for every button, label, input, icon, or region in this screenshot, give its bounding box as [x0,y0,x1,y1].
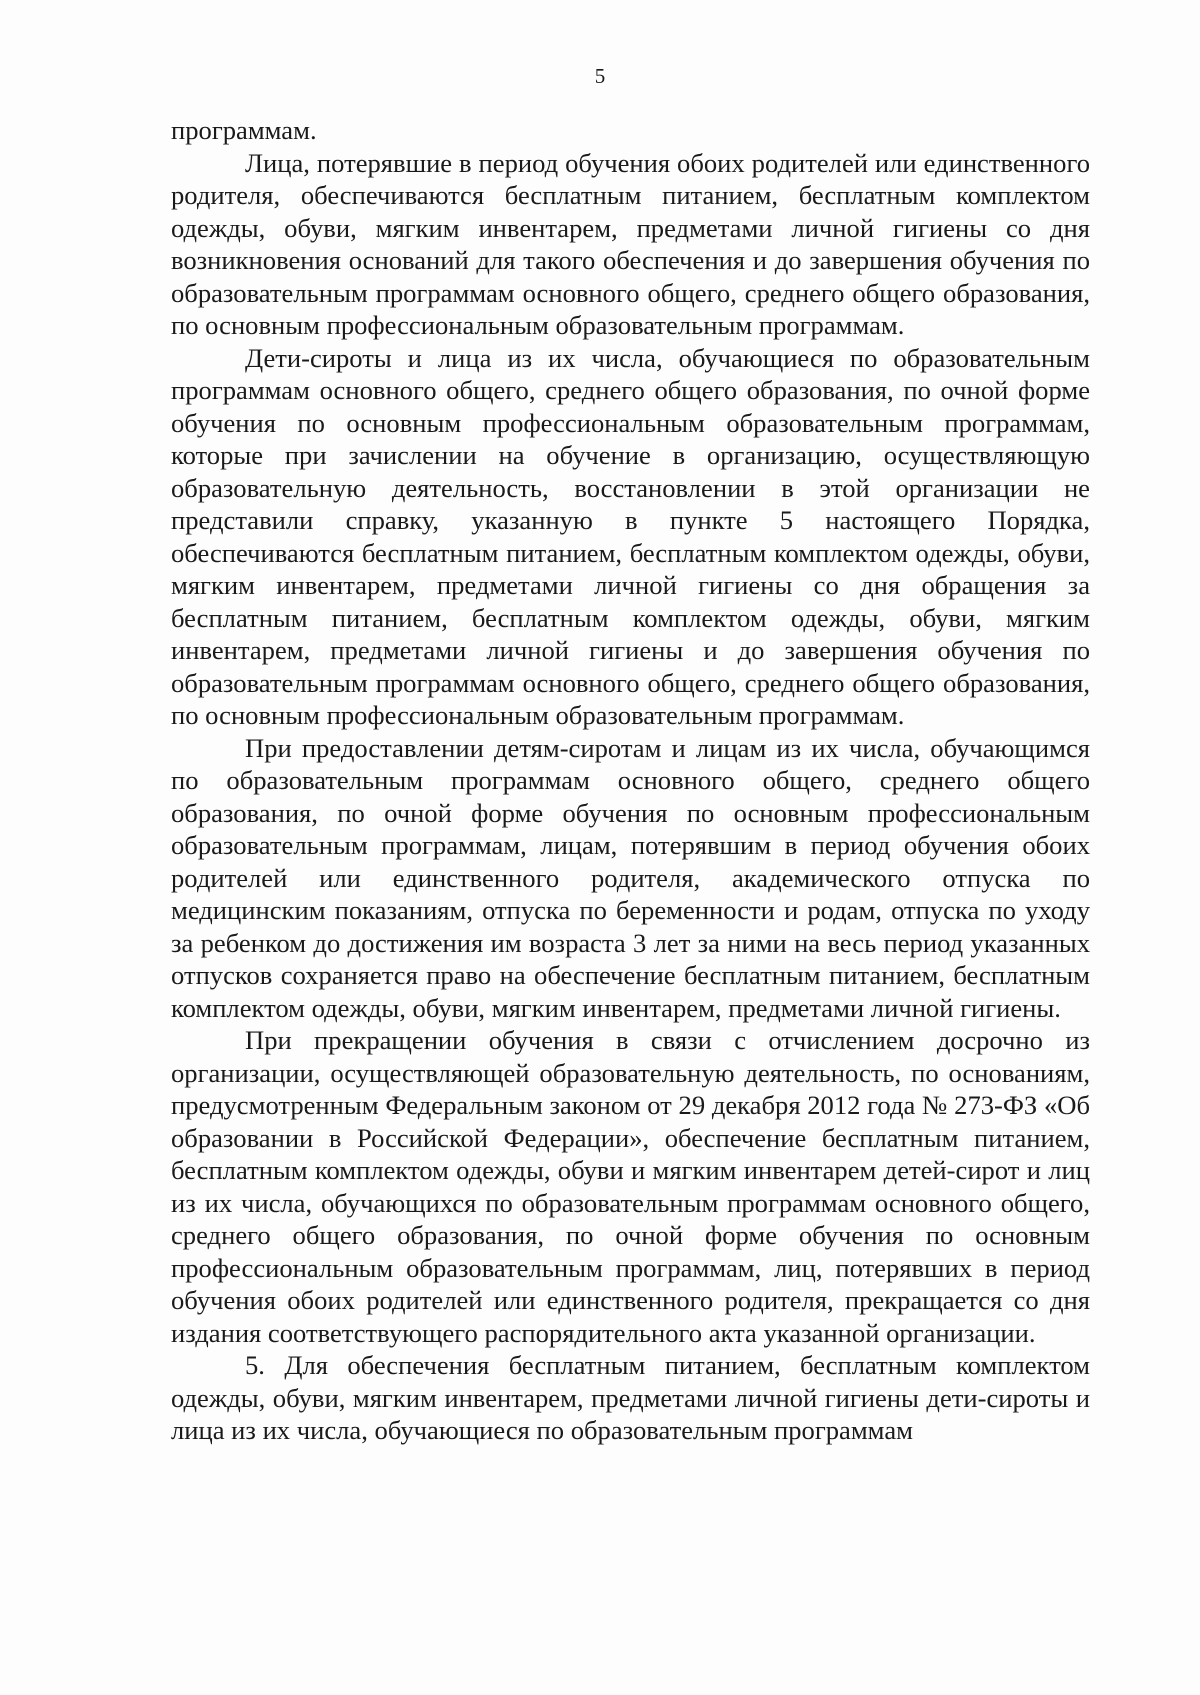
paragraph-academic-leave: При предоставлении детям-сиротам и лицам из их числа, обучающимся по образовательным программам основного общего, среднего общего образования, по очной форме обучения по основным профессиональным образовательным программам, лицам, потерявшим в период обучения обоих родителей или единственного родителя, академического отпуска по медицинским показаниям, отпуска по беременности и родам, отпуска по уходу за ребенком до достижения им возраста 3 лет за ними на весь период указанных отпусков сохраняется право на обеспечение бесплатным питанием, бесплатным комплектом одежды, обуви, мягким инвентарем, предметами личной гигиены. [171,732,1090,1023]
paragraph-orphans-without-certificate: Дети-сироты и лица из их числа, обучающиеся по образовательным программам основного общего, среднего общего образования, по очной форме обучения по основным профессиональным образовательным программам, которые при зачислении на обучение в организацию, осуществляющую образовательную деятельность, восстановлении в этой организации не представили справку, указанную в пункте 5 настоящего Порядка, обеспечиваются бесплатным питанием, бесплатным комплектом одежды, обуви, мягким инвентарем, предметами личной гигиены со дня обращения за бесплатным питанием, бесплатным комплектом одежды, обуви, мягким инвентарем, предметами личной гигиены и до завершения обучения по образовательным программам основного общего, среднего общего образования, по основным профессиональным образовательным программам. [171,342,1090,730]
paragraph-continuation: программам. [171,115,317,145]
page-number: 5 [594,64,606,88]
paragraph-orphaned-students: Лица, потерявшие в период обучения обоих родителей или единственного родителя, обеспечиваются бесплатным питанием, бесплатным комплектом одежды, обуви, мягким инвентарем, предметами личной гигиены со дня возникновения оснований для такого обеспечения и до завершения обучения по образовательным программам основного общего, среднего общего образования, по основным профессиональным образовательным программам. [171,147,1090,340]
document-body [171,114,1090,1447]
paragraph-item-5: 5. Для обеспечения бесплатным питанием, бесплатным комплектом одежды, обуви, мягким инвентарем, предметами личной гигиены дети-сироты и лица из их числа, обучающиеся по образовательным программам [171,1350,1090,1445]
paragraph-termination: При прекращении обучения в связи с отчислением досрочно из организации, осуществляющей образовательную деятельность, по основаниям, предусмотренным Федеральным законом от 29 декабря 2012 года № 273-ФЗ «Об образовании в Российской Федерации», обеспечение бесплатным питанием, бесплатным комплектом одежды, обуви и мягким инвентарем детей-сирот и лиц из их числа, обучающихся по образовательным программам основного общего, среднего общего образования, по очной форме обучения по основным профессиональным образовательным программам, лиц, потерявших в период обучения обоих родителей или единственного родителя, прекращается со дня издания соответствующего распорядительного акта указанной организации. [171,1025,1090,1348]
